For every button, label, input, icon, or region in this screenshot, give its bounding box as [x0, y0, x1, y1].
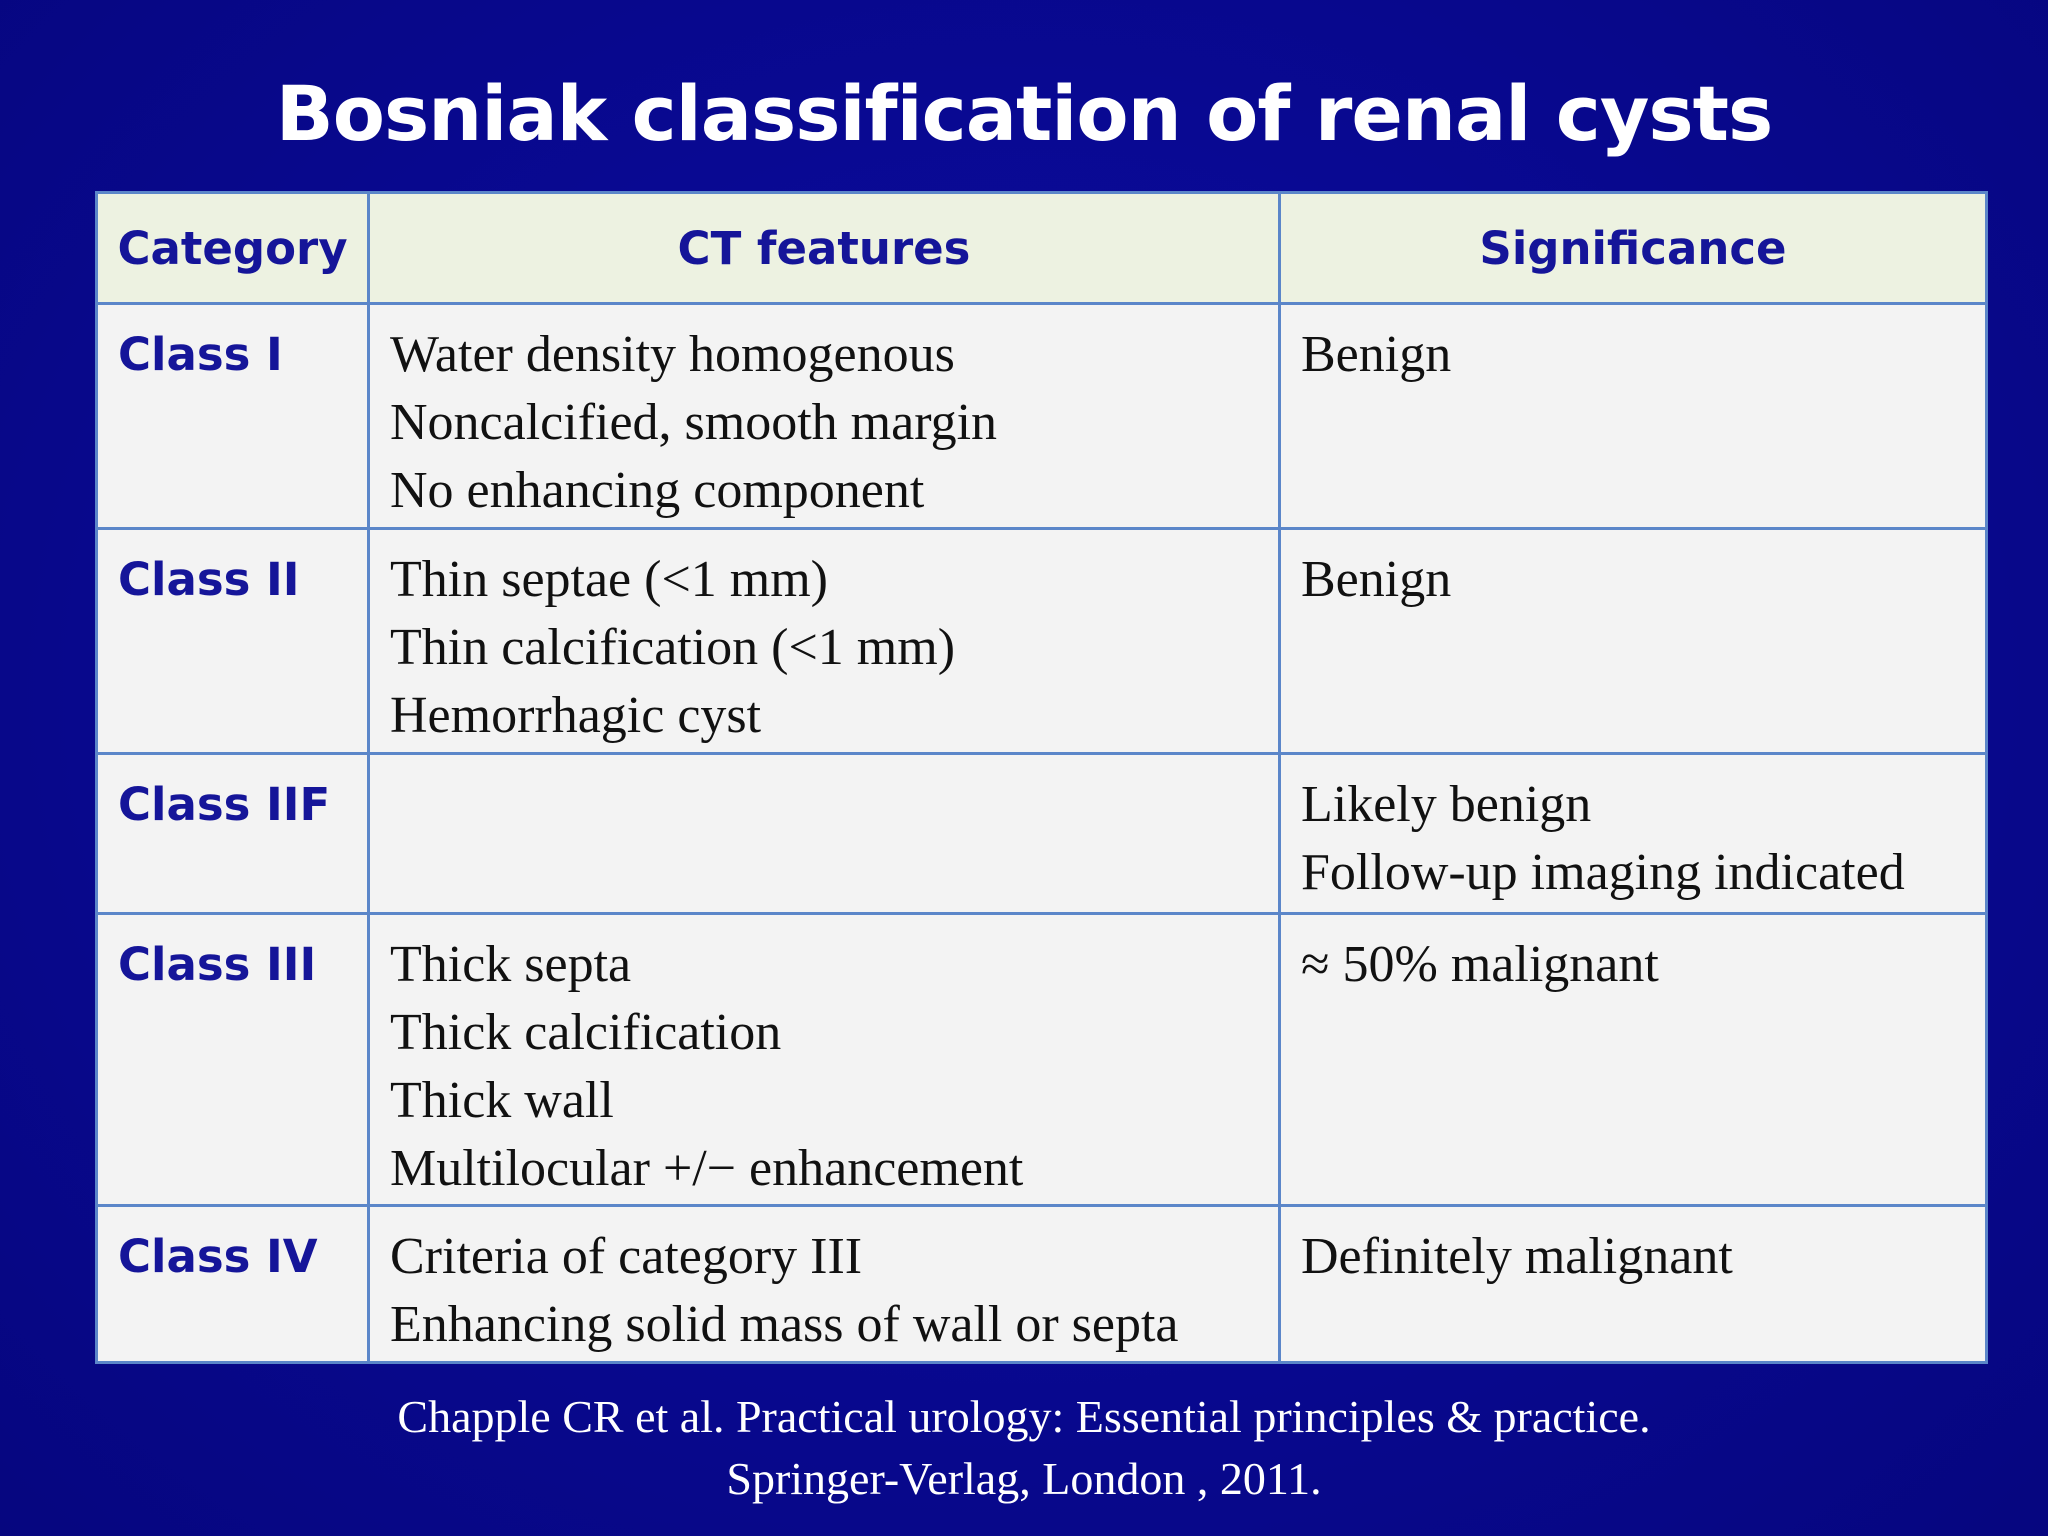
feature-line: Enhancing solid mass of wall or septa — [390, 1296, 1179, 1353]
feature-line: Thick wall — [390, 1072, 614, 1129]
feature-line: Thin calcification (<1 mm) — [390, 619, 956, 676]
significance-cell — [1280, 529, 1987, 754]
table-header-row — [97, 193, 1987, 304]
table-row-class-ii — [97, 529, 1987, 754]
header-ct-features: CT features — [369, 193, 1280, 304]
ct-features-cell — [369, 914, 1280, 1206]
category-cell: Class II — [97, 529, 369, 754]
significance-cell — [1280, 304, 1987, 529]
reference-citation — [0, 1386, 2048, 1510]
feature-line: No enhancing component — [390, 462, 925, 519]
significance-line: Definitely malignant — [1301, 1228, 1733, 1285]
feature-line: Thick calcification — [390, 1004, 782, 1061]
category-cell: Class I — [97, 304, 369, 529]
header-category: Category — [97, 193, 369, 304]
slide-title: Bosniak classification of renal cysts — [275, 69, 1773, 158]
table-row-class-iv — [97, 1206, 1987, 1363]
ct-features-cell — [369, 304, 1280, 529]
significance-line: Benign — [1301, 551, 1452, 608]
significance-line: ≈ 50% malignant — [1301, 936, 1659, 993]
significance-line: Likely benign — [1301, 776, 1592, 833]
table-row-class-iif — [97, 754, 1987, 914]
bosniak-table — [95, 191, 1988, 1364]
feature-line: Thick septa — [390, 936, 632, 993]
category-cell: Class IIF — [97, 754, 369, 914]
feature-line: Water density homogenous — [390, 326, 955, 383]
feature-line: Thin septae (<1 mm) — [390, 551, 828, 608]
ct-features-cell — [369, 754, 1280, 914]
ct-features-cell — [369, 529, 1280, 754]
feature-line: Noncalcified, smooth margin — [390, 394, 998, 451]
ct-features-cell — [369, 1206, 1280, 1363]
category-cell: Class III — [97, 914, 369, 1206]
reference-line-1: Chapple CR et al. Practical urology: Essential principles & practice. — [397, 1391, 1651, 1442]
reference-line-2: Springer-Verlag, London , 2011. — [726, 1453, 1322, 1504]
feature-line: Multilocular +/− enhancement — [390, 1140, 1024, 1197]
significance-cell — [1280, 914, 1987, 1206]
significance-line: Benign — [1301, 326, 1452, 383]
feature-line: Hemorrhagic cyst — [390, 687, 762, 744]
table-row-class-iii — [97, 914, 1987, 1206]
significance-line: Follow-up imaging indicated — [1301, 844, 1905, 901]
feature-line: Criteria of category III — [390, 1228, 863, 1285]
significance-cell — [1280, 1206, 1987, 1363]
table-row-class-i — [97, 304, 1987, 529]
significance-cell — [1280, 754, 1987, 914]
category-cell: Class IV — [97, 1206, 369, 1363]
header-significance: Significance — [1280, 193, 1987, 304]
